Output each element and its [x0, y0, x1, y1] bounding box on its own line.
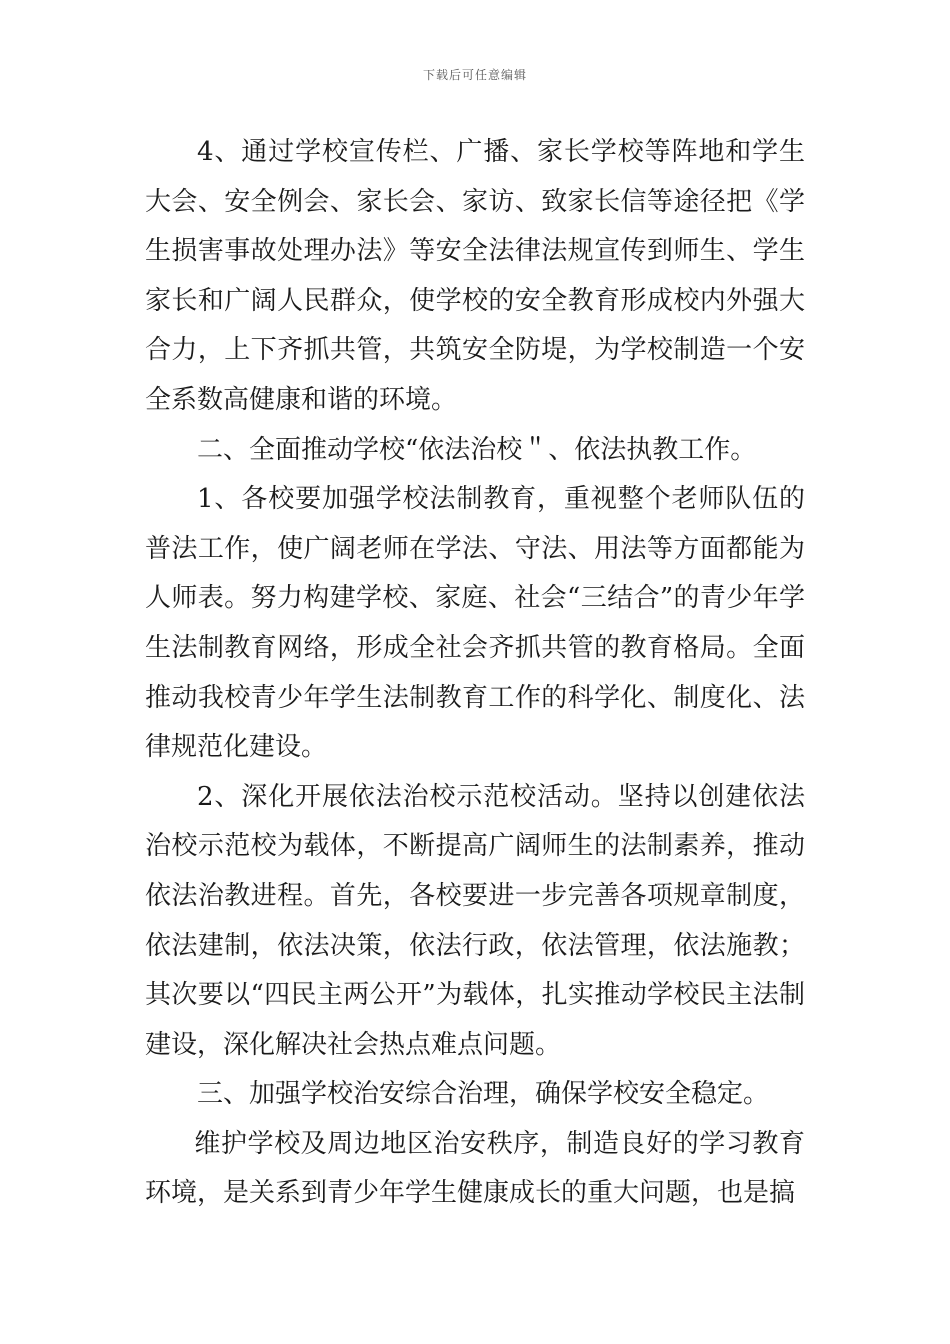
section-heading-3: 三、加强学校治安综合治理，确保学校安全稳定。 — [197, 1079, 770, 1110]
paragraph-item-2: 2、深化开展依法治校示范校活动。坚持以创建依法治校示范校为载体，不断提高广阔师生的法制素养，推动依法治教进程。首先，各校要进一步完善各项规章制度，依法建制，依法决策，依法行政，依法管理，依法施教；其次要以“四民主两公开”为载体，扎实推动学校民主法制建设，深化解决社会热点难点问题。 — [145, 781, 805, 1060]
document-body — [145, 128, 805, 1219]
section-heading-2: 二、全面推动学校“依法治校＂、依法执教工作。 — [197, 434, 757, 465]
paragraph-body: 维护学校及周边地区治安秩序，制造良好的学习教育环境，是关系到青少年学生健康成长的重大问题，也是搞 — [145, 1128, 805, 1209]
paragraph-item-1: 1、各校要加强学校法制教育，重视整个老师队伍的普法工作，使广阔老师在学法、守法、用法等方面都能为人师表。努力构建学校、家庭、社会“三结合”的青少年学生法制教育网络，形成全社会齐抓共管的教育格局。全面推动我校青少年学生法制教育工作的科学化、制度化、法律规范化建设。 — [145, 484, 805, 763]
paragraph-item-4: 4、通过学校宣传栏、广播、家长学校等阵地和学生大会、安全例会、家长会、家访、致家长信等途径把《学生损害事故处理办法》等安全法律法规宣传到师生、学生家长和广阔人民群众，使学校的安全教育形成校内外强大合力，上下齐抓共管，共筑安全防堤，为学校制造一个安全系数高健康和谐的环境。 — [145, 137, 805, 415]
page-header: 下载后可任意编辑 — [422, 68, 527, 82]
